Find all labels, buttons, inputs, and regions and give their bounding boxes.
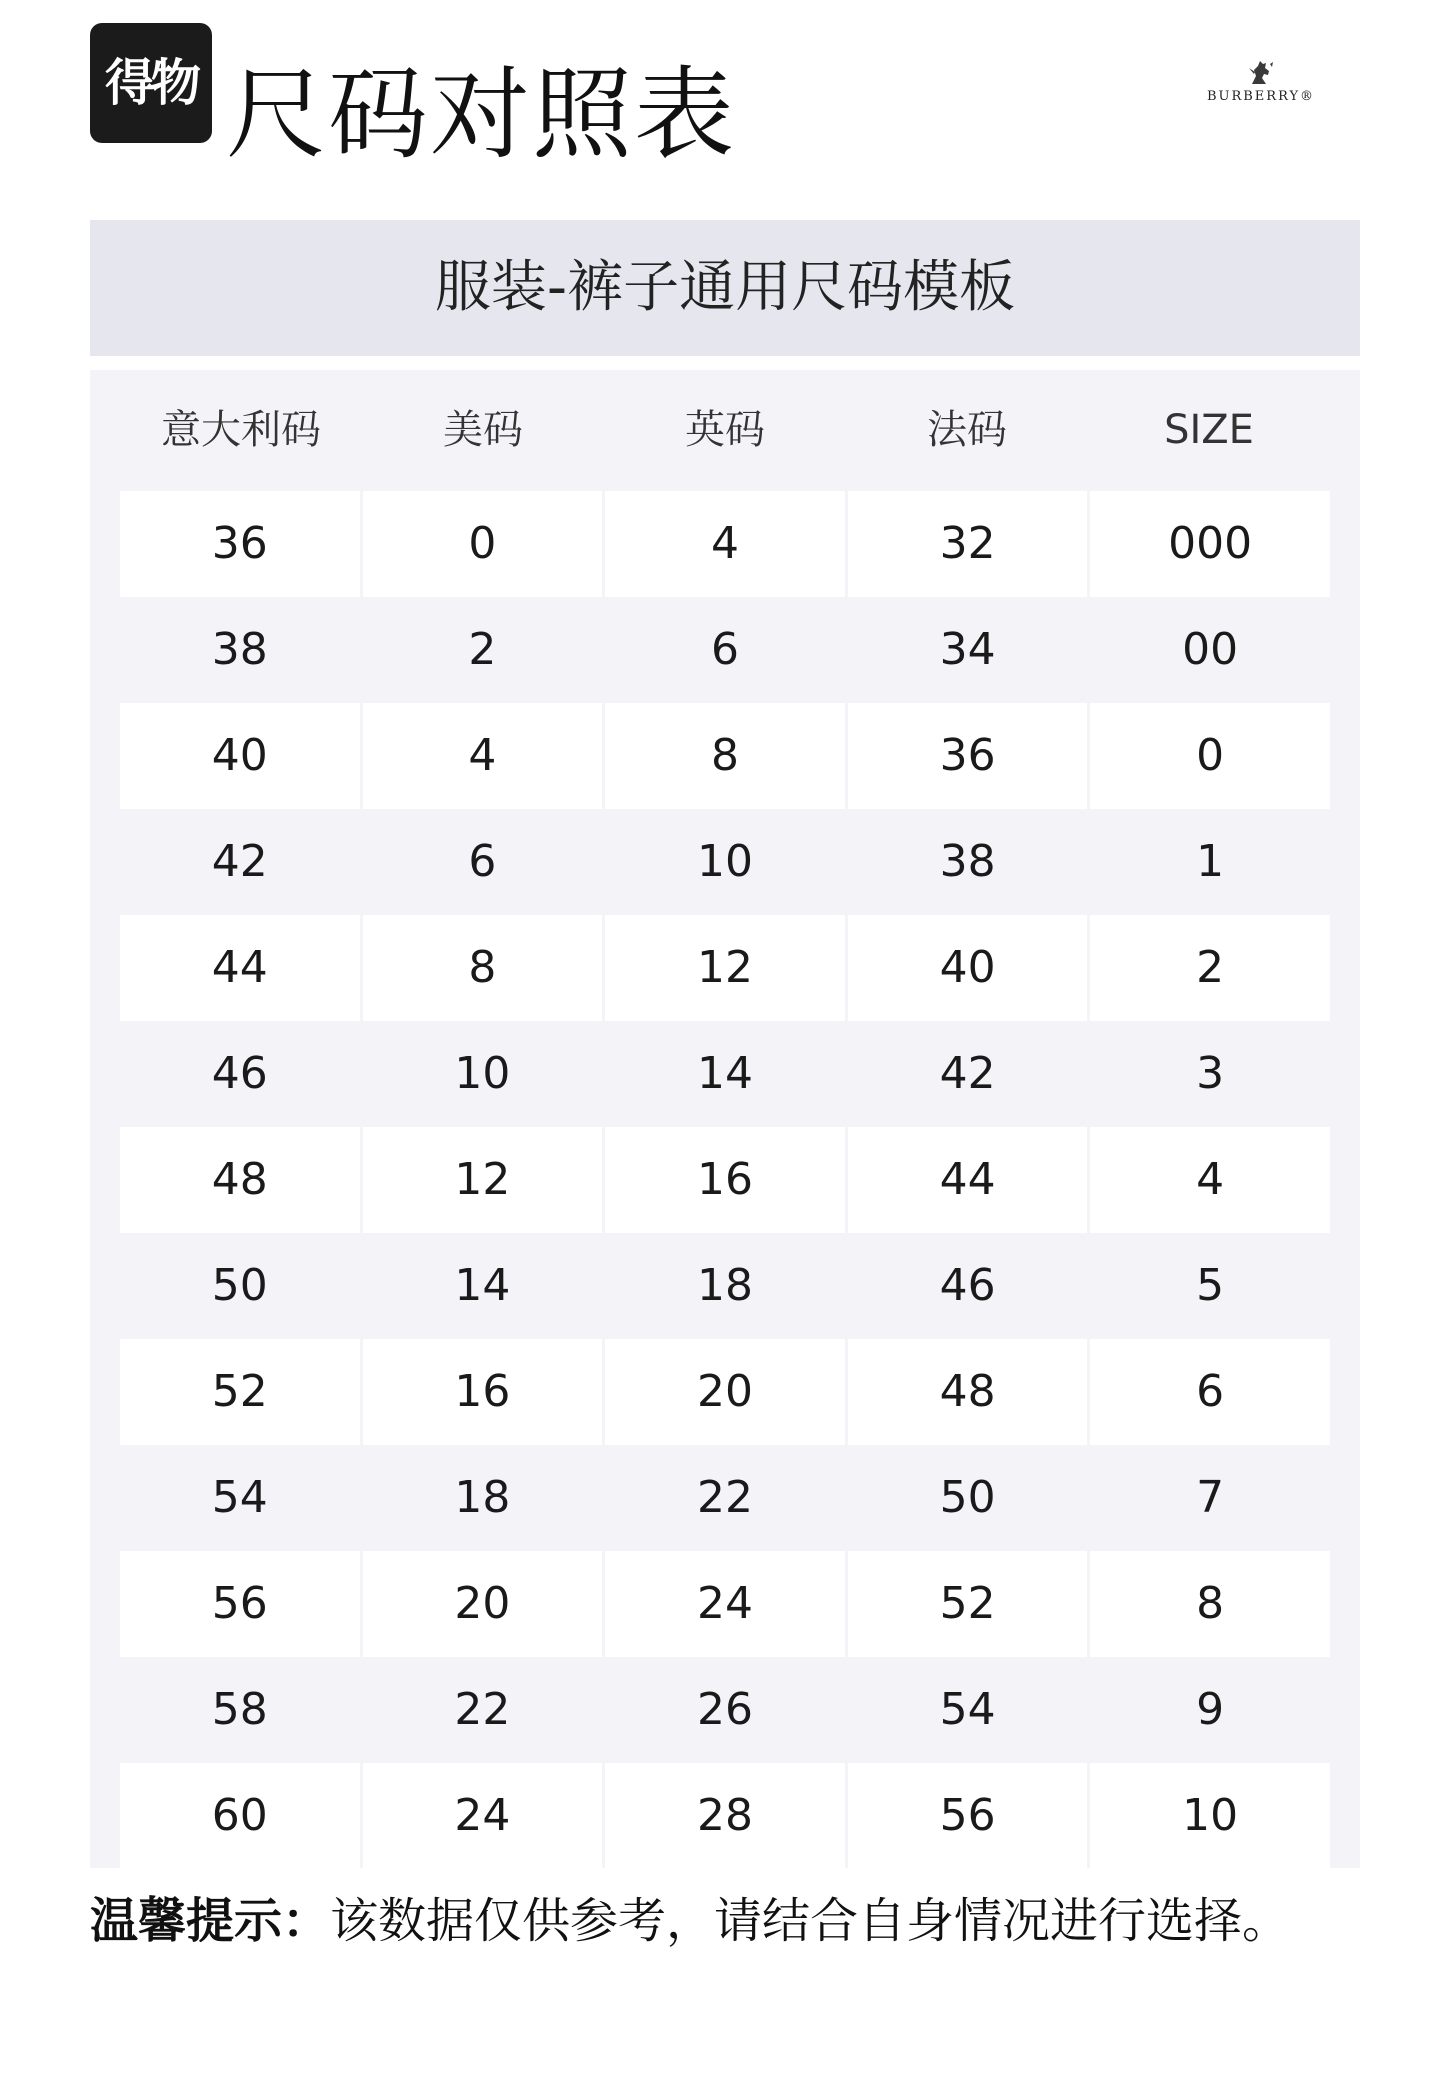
- table-cell: 28: [605, 1763, 845, 1869]
- table-cell: 5: [1196, 1260, 1225, 1311]
- brand-name: BURBERRY®: [1206, 89, 1316, 104]
- table-cell: 10: [1090, 1763, 1330, 1869]
- table-cell: 10: [696, 836, 753, 887]
- column-header: 美码: [443, 407, 523, 453]
- table-cell: 48: [120, 1127, 360, 1233]
- table-cell: 8: [605, 703, 845, 809]
- table-cell: 46: [939, 1260, 996, 1311]
- table-cell: 0: [363, 491, 603, 597]
- table-cell: 56: [848, 1763, 1088, 1869]
- table-cell: 50: [211, 1260, 268, 1311]
- table-cell: 9: [1196, 1684, 1225, 1735]
- table-row: [120, 1551, 1330, 1657]
- table-cell: 4: [363, 703, 603, 809]
- table-cell: 2: [468, 624, 497, 675]
- table-cell: 20: [605, 1339, 845, 1445]
- table-cell: 36: [848, 703, 1088, 809]
- table-cell: 18: [696, 1260, 753, 1311]
- table-cell: 52: [848, 1551, 1088, 1657]
- table-cell: 10: [454, 1048, 511, 1099]
- column-header: SIZE: [1164, 407, 1254, 453]
- tip-label: 温馨提示：: [90, 1893, 331, 1949]
- app-logo: 得物: [90, 23, 212, 143]
- table-cell: 44: [848, 1127, 1088, 1233]
- table-cell: 60: [120, 1763, 360, 1869]
- brand-logo: [1196, 58, 1326, 104]
- table-cell: 38: [939, 836, 996, 887]
- table-cell: 16: [363, 1339, 603, 1445]
- table-cell: 14: [696, 1048, 753, 1099]
- table-row: [120, 915, 1330, 1021]
- table-cell: 4: [605, 491, 845, 597]
- size-table: [90, 370, 1360, 1868]
- table-cell: 0: [1090, 703, 1330, 809]
- table-cell: 44: [120, 915, 360, 1021]
- table-row: [120, 1127, 1330, 1233]
- table-cell: 8: [1090, 1551, 1330, 1657]
- table-header: [120, 370, 1330, 490]
- table-cell: 12: [363, 1127, 603, 1233]
- column-header: 英码: [685, 407, 765, 453]
- column-header: 意大利码: [161, 407, 321, 453]
- table-cell: 22: [454, 1684, 511, 1735]
- table-row: [120, 1763, 1330, 1869]
- table-cell: 6: [1090, 1339, 1330, 1445]
- table-cell: 6: [468, 836, 497, 887]
- table-cell: 38: [211, 624, 268, 675]
- table-row: [120, 1339, 1330, 1445]
- tip-text: 该数据仅供参考，请结合自身情况进行选择。: [330, 1893, 1291, 1949]
- table-cell: 54: [939, 1684, 996, 1735]
- table-cell: 000: [1090, 491, 1330, 597]
- table-cell: 32: [848, 491, 1088, 597]
- table-cell: 22: [696, 1472, 753, 1523]
- table-row: [120, 703, 1330, 809]
- table-cell: 3: [1196, 1048, 1225, 1099]
- table-cell: 36: [120, 491, 360, 597]
- table-cell: 2: [1090, 915, 1330, 1021]
- table-cell: 58: [211, 1684, 268, 1735]
- table-body: [120, 491, 1330, 1869]
- table-cell: 42: [211, 836, 268, 887]
- table-cell: 42: [939, 1048, 996, 1099]
- table-cell: 34: [939, 624, 996, 675]
- table-row: [120, 491, 1330, 597]
- table-row: [120, 1233, 1330, 1339]
- column-header: 法码: [927, 407, 1007, 453]
- table-cell: 4: [1090, 1127, 1330, 1233]
- table-cell: 24: [605, 1551, 845, 1657]
- table-cell: 50: [939, 1472, 996, 1523]
- table-cell: 56: [120, 1551, 360, 1657]
- table-row: [120, 809, 1330, 915]
- table-cell: 12: [605, 915, 845, 1021]
- table-cell: 16: [605, 1127, 845, 1233]
- table-row: [120, 1021, 1330, 1127]
- table-row: [120, 1445, 1330, 1551]
- knight-crest-icon: [1246, 58, 1276, 88]
- tip-note: [90, 1885, 1290, 1957]
- table-cell: 00: [1182, 624, 1239, 675]
- table-cell: 14: [454, 1260, 511, 1311]
- table-cell: 24: [363, 1763, 603, 1869]
- table-cell: 40: [120, 703, 360, 809]
- table-row: [120, 1657, 1330, 1763]
- table-cell: 40: [848, 915, 1088, 1021]
- template-banner: 服装-裤子通用尺码模板: [90, 220, 1360, 356]
- table-cell: 48: [848, 1339, 1088, 1445]
- table-cell: 18: [454, 1472, 511, 1523]
- table-cell: 20: [363, 1551, 603, 1657]
- table-row: [120, 597, 1330, 703]
- table-cell: 52: [120, 1339, 360, 1445]
- table-cell: 6: [710, 624, 739, 675]
- table-cell: 8: [363, 915, 603, 1021]
- table-cell: 54: [211, 1472, 268, 1523]
- table-cell: 26: [696, 1684, 753, 1735]
- page-title: 尺码对照表: [226, 56, 736, 173]
- table-cell: 7: [1196, 1472, 1225, 1523]
- table-cell: 46: [211, 1048, 268, 1099]
- table-cell: 1: [1196, 836, 1225, 887]
